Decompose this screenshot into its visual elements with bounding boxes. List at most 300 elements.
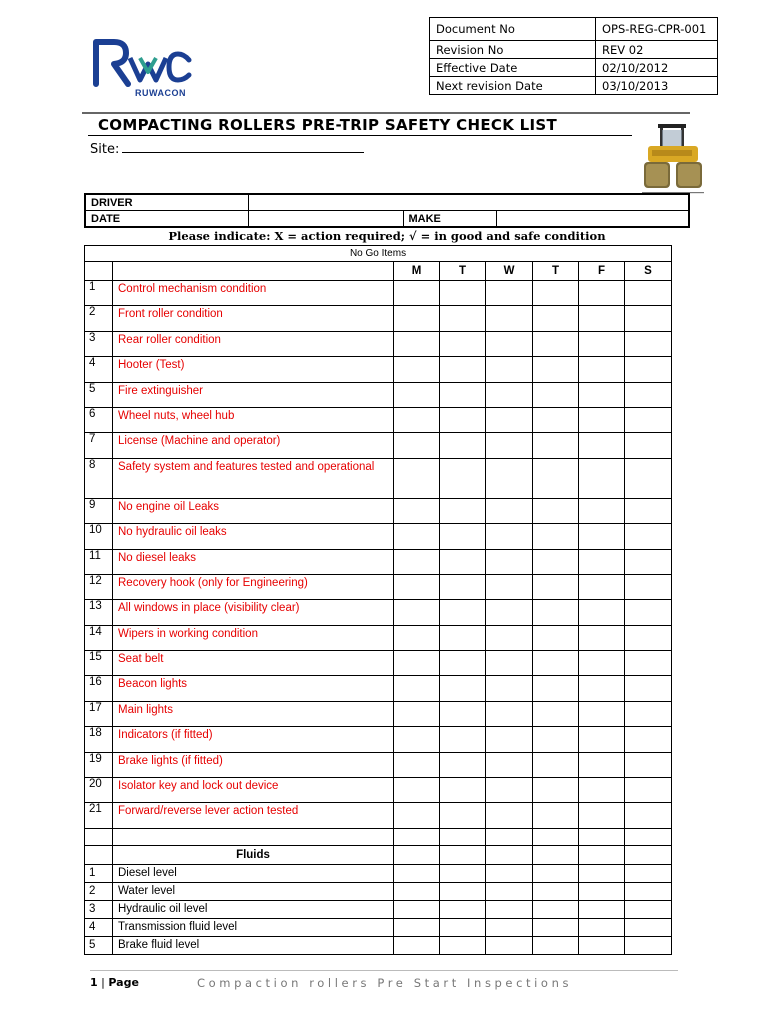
driver-field[interactable] <box>248 194 689 211</box>
fluid-number: 1 <box>85 864 113 882</box>
day-header: W <box>486 262 533 281</box>
day-check-cell[interactable] <box>440 651 486 676</box>
day-check-cell[interactable] <box>579 882 625 900</box>
day-check-cell[interactable] <box>440 524 486 549</box>
day-check-cell[interactable] <box>579 331 625 356</box>
day-check-cell[interactable] <box>486 498 533 523</box>
checklist-item-row <box>85 331 672 356</box>
day-check-cell[interactable] <box>486 676 533 701</box>
day-check-cell[interactable] <box>533 882 579 900</box>
day-check-cell[interactable] <box>533 727 579 752</box>
checklist-item-row <box>85 357 672 382</box>
item-number: 11 <box>85 549 113 574</box>
day-check-cell[interactable] <box>625 625 672 650</box>
item-number: 3 <box>85 331 113 356</box>
day-check-cell[interactable] <box>486 625 533 650</box>
day-header: F <box>579 262 625 281</box>
day-check-cell[interactable] <box>625 778 672 803</box>
fluid-item-row <box>85 900 672 918</box>
day-header: S <box>625 262 672 281</box>
fluid-text: Brake fluid level <box>113 936 394 954</box>
item-text: Hooter (Test) <box>113 357 394 382</box>
day-check-cell[interactable] <box>579 936 625 954</box>
day-check-cell[interactable] <box>579 845 625 864</box>
doc-info-value: 02/10/2012 <box>596 59 718 77</box>
day-check-cell[interactable] <box>486 900 533 918</box>
day-check-cell[interactable] <box>579 803 625 828</box>
day-check-cell[interactable] <box>440 828 486 845</box>
day-check-cell[interactable] <box>533 803 579 828</box>
day-check-cell[interactable] <box>440 701 486 726</box>
day-check-cell[interactable] <box>533 357 579 382</box>
day-check-cell[interactable] <box>486 433 533 458</box>
day-check-cell[interactable] <box>486 306 533 331</box>
day-check-cell[interactable] <box>625 331 672 356</box>
fluid-text: Diesel level <box>113 864 394 882</box>
day-check-cell[interactable] <box>486 727 533 752</box>
day-check-cell[interactable] <box>533 306 579 331</box>
item-text: Forward/reverse lever action tested <box>113 803 394 828</box>
day-check-cell[interactable] <box>533 864 579 882</box>
fluids-header: Fluids <box>113 845 394 864</box>
day-check-cell[interactable] <box>625 306 672 331</box>
checklist-item-row <box>85 524 672 549</box>
day-check-cell[interactable] <box>486 357 533 382</box>
fluids-num-header <box>85 845 113 864</box>
day-check-cell[interactable] <box>440 778 486 803</box>
day-check-cell[interactable] <box>625 407 672 432</box>
fluid-item-row <box>85 882 672 900</box>
item-number: 15 <box>85 651 113 676</box>
day-check-cell[interactable] <box>533 524 579 549</box>
item-number: 14 <box>85 625 113 650</box>
day-check-cell[interactable] <box>440 900 486 918</box>
day-check-cell[interactable] <box>533 918 579 936</box>
day-check-cell[interactable] <box>440 382 486 407</box>
day-check-cell[interactable] <box>533 281 579 306</box>
day-check-cell[interactable] <box>440 676 486 701</box>
title-underline <box>88 135 632 136</box>
day-header: M <box>394 262 440 281</box>
day-check-cell[interactable] <box>533 600 579 625</box>
checklist-item-row <box>85 625 672 650</box>
day-check-cell[interactable] <box>533 828 579 845</box>
item-text: Beacon lights <box>113 676 394 701</box>
checklist-item-row <box>85 701 672 726</box>
day-check-cell[interactable] <box>625 882 672 900</box>
item-text: No engine oil Leaks <box>113 498 394 523</box>
day-check-cell[interactable] <box>440 727 486 752</box>
day-check-cell[interactable] <box>579 549 625 574</box>
item-number: 21 <box>85 803 113 828</box>
item-number: 9 <box>85 498 113 523</box>
day-check-cell[interactable] <box>394 918 440 936</box>
day-check-cell[interactable] <box>486 882 533 900</box>
day-check-cell[interactable] <box>440 357 486 382</box>
item-number: 2 <box>85 306 113 331</box>
day-check-cell[interactable] <box>394 936 440 954</box>
day-check-cell[interactable] <box>625 845 672 864</box>
item-number: 20 <box>85 778 113 803</box>
day-check-cell[interactable] <box>394 600 440 625</box>
item-text: Brake lights (if fitted) <box>113 752 394 777</box>
document-info-table <box>429 17 718 95</box>
checklist-item-row <box>85 281 672 306</box>
item-number: 6 <box>85 407 113 432</box>
day-check-cell[interactable] <box>533 458 579 498</box>
day-check-cell[interactable] <box>625 600 672 625</box>
day-check-cell[interactable] <box>625 752 672 777</box>
day-check-cell[interactable] <box>533 331 579 356</box>
item-text: All windows in place (visibility clear) <box>113 600 394 625</box>
checklist-item-row <box>85 676 672 701</box>
day-check-cell[interactable] <box>533 574 579 599</box>
header-divider <box>82 112 690 114</box>
day-check-cell[interactable] <box>440 936 486 954</box>
day-check-cell[interactable] <box>533 498 579 523</box>
day-check-cell[interactable] <box>394 625 440 650</box>
day-check-cell[interactable] <box>486 458 533 498</box>
doc-info-row <box>430 41 718 59</box>
day-check-cell[interactable] <box>579 281 625 306</box>
footer-caption: Compaction rollers Pre Start Inspections <box>197 976 573 990</box>
day-check-cell[interactable] <box>394 357 440 382</box>
item-text: Recovery hook (only for Engineering) <box>113 574 394 599</box>
day-check-cell[interactable] <box>394 752 440 777</box>
day-check-cell[interactable] <box>533 676 579 701</box>
day-check-cell[interactable] <box>440 918 486 936</box>
day-check-cell[interactable] <box>440 331 486 356</box>
item-text: Wipers in working condition <box>113 625 394 650</box>
day-check-cell[interactable] <box>440 803 486 828</box>
day-check-cell[interactable] <box>625 651 672 676</box>
day-check-cell[interactable] <box>440 407 486 432</box>
day-check-cell[interactable] <box>486 281 533 306</box>
fluid-item-row <box>85 936 672 954</box>
day-check-cell[interactable] <box>440 600 486 625</box>
doc-info-row <box>430 59 718 77</box>
item-text: Front roller condition <box>113 306 394 331</box>
make-field[interactable] <box>496 211 689 228</box>
doc-info-value: OPS-REG-CPR-001 <box>596 18 718 41</box>
day-check-cell[interactable] <box>440 752 486 777</box>
checklist-item-row <box>85 727 672 752</box>
day-check-cell[interactable] <box>579 864 625 882</box>
day-check-cell[interactable] <box>486 701 533 726</box>
fluid-number: 2 <box>85 882 113 900</box>
checklist-item-row <box>85 306 672 331</box>
day-check-cell[interactable] <box>579 651 625 676</box>
day-check-cell[interactable] <box>486 752 533 777</box>
day-check-cell[interactable] <box>486 651 533 676</box>
day-check-cell[interactable] <box>440 281 486 306</box>
doc-info-label: Effective Date <box>430 59 596 77</box>
spacer-row <box>85 828 672 845</box>
day-check-cell[interactable] <box>625 574 672 599</box>
page-separator: | <box>101 976 105 989</box>
fluid-item-row <box>85 864 672 882</box>
item-number: 8 <box>85 458 113 498</box>
driver-label: DRIVER <box>85 194 248 211</box>
day-check-cell[interactable] <box>533 549 579 574</box>
num-header <box>85 262 113 281</box>
day-header: T <box>533 262 579 281</box>
day-check-cell[interactable] <box>625 936 672 954</box>
day-check-cell[interactable] <box>579 357 625 382</box>
day-check-cell[interactable] <box>625 281 672 306</box>
day-check-cell[interactable] <box>625 701 672 726</box>
day-check-cell[interactable] <box>440 845 486 864</box>
day-check-cell[interactable] <box>625 549 672 574</box>
item-number: 7 <box>85 433 113 458</box>
item-header <box>113 262 394 281</box>
day-check-cell[interactable] <box>579 382 625 407</box>
day-check-cell[interactable] <box>625 458 672 498</box>
day-check-cell[interactable] <box>579 306 625 331</box>
page-title: COMPACTING ROLLERS PRE-TRIP SAFETY CHECK LIST <box>98 116 558 134</box>
fluid-text: Water level <box>113 882 394 900</box>
day-check-cell[interactable] <box>440 574 486 599</box>
checklist-item-row <box>85 778 672 803</box>
fluid-number: 3 <box>85 900 113 918</box>
day-check-cell[interactable] <box>625 498 672 523</box>
no-go-header: No Go Items <box>85 246 672 262</box>
day-check-cell[interactable] <box>394 433 440 458</box>
checklist-item-row <box>85 498 672 523</box>
item-number: 4 <box>85 357 113 382</box>
day-check-cell[interactable] <box>394 306 440 331</box>
day-check-cell[interactable] <box>394 900 440 918</box>
day-check-cell[interactable] <box>533 433 579 458</box>
spacer-num-cell <box>85 828 113 845</box>
day-check-cell[interactable] <box>625 918 672 936</box>
no-go-header-row <box>85 246 672 262</box>
day-check-cell[interactable] <box>394 828 440 845</box>
day-check-cell[interactable] <box>533 625 579 650</box>
item-text: Control mechanism condition <box>113 281 394 306</box>
date-label: DATE <box>85 211 248 228</box>
roller-illustration <box>642 122 704 196</box>
page-footer <box>90 976 573 990</box>
day-check-cell[interactable] <box>440 549 486 574</box>
fluid-number: 5 <box>85 936 113 954</box>
company-name: RUWACON <box>135 88 186 98</box>
day-check-cell[interactable] <box>486 600 533 625</box>
day-check-cell[interactable] <box>533 900 579 918</box>
doc-info-label: Document No <box>430 18 596 41</box>
item-number: 18 <box>85 727 113 752</box>
day-check-cell[interactable] <box>625 864 672 882</box>
day-check-cell[interactable] <box>486 574 533 599</box>
item-number: 5 <box>85 382 113 407</box>
item-text: Fire extinguisher <box>113 382 394 407</box>
page-label: Page <box>108 976 139 989</box>
date-make-row <box>85 211 689 228</box>
fluid-item-row <box>85 918 672 936</box>
day-check-cell[interactable] <box>579 600 625 625</box>
day-check-cell[interactable] <box>394 882 440 900</box>
driver-date-table <box>84 193 690 228</box>
day-check-cell[interactable] <box>579 524 625 549</box>
day-check-cell[interactable] <box>394 864 440 882</box>
day-check-cell[interactable] <box>440 864 486 882</box>
day-check-cell[interactable] <box>579 752 625 777</box>
day-check-cell[interactable] <box>579 407 625 432</box>
day-check-cell[interactable] <box>394 701 440 726</box>
spacer-item-cell <box>113 828 394 845</box>
day-check-cell[interactable] <box>625 828 672 845</box>
day-check-cell[interactable] <box>533 651 579 676</box>
day-check-cell[interactable] <box>486 331 533 356</box>
day-check-cell[interactable] <box>625 524 672 549</box>
day-check-cell[interactable] <box>394 458 440 498</box>
day-check-cell[interactable] <box>579 458 625 498</box>
day-check-cell[interactable] <box>486 828 533 845</box>
fluid-text: Transmission fluid level <box>113 918 394 936</box>
day-check-cell[interactable] <box>394 676 440 701</box>
item-text: License (Machine and operator) <box>113 433 394 458</box>
day-check-cell[interactable] <box>533 701 579 726</box>
day-check-cell[interactable] <box>394 281 440 306</box>
checklist-item-row <box>85 574 672 599</box>
item-text: Wheel nuts, wheel hub <box>113 407 394 432</box>
footer-divider <box>90 970 678 971</box>
day-check-cell[interactable] <box>486 936 533 954</box>
day-check-cell[interactable] <box>625 900 672 918</box>
driver-row <box>85 194 689 211</box>
day-check-cell[interactable] <box>579 828 625 845</box>
item-text: Indicators (if fitted) <box>113 727 394 752</box>
day-check-cell[interactable] <box>440 882 486 900</box>
fluids-header-row <box>85 845 672 864</box>
day-check-cell[interactable] <box>579 625 625 650</box>
day-check-cell[interactable] <box>394 803 440 828</box>
item-number: 1 <box>85 281 113 306</box>
day-check-cell[interactable] <box>579 778 625 803</box>
checklist-item-row <box>85 651 672 676</box>
day-check-cell[interactable] <box>394 845 440 864</box>
item-number: 12 <box>85 574 113 599</box>
checklist-item-row <box>85 600 672 625</box>
day-check-cell[interactable] <box>533 778 579 803</box>
day-check-cell[interactable] <box>394 498 440 523</box>
compacting-roller-image <box>642 122 704 196</box>
day-check-cell[interactable] <box>486 918 533 936</box>
day-check-cell[interactable] <box>394 382 440 407</box>
day-check-cell[interactable] <box>486 524 533 549</box>
day-check-cell[interactable] <box>625 357 672 382</box>
day-check-cell[interactable] <box>394 549 440 574</box>
item-text: Isolator key and lock out device <box>113 778 394 803</box>
day-check-cell[interactable] <box>625 433 672 458</box>
item-number: 17 <box>85 701 113 726</box>
checklist-item-row <box>85 433 672 458</box>
day-check-cell[interactable] <box>394 331 440 356</box>
checklist-item-row <box>85 752 672 777</box>
day-check-cell[interactable] <box>440 625 486 650</box>
day-check-cell[interactable] <box>486 864 533 882</box>
doc-info-label: Next revision Date <box>430 77 596 95</box>
day-check-cell[interactable] <box>579 433 625 458</box>
site-label: Site: <box>90 142 120 157</box>
checklist-item-row <box>85 803 672 828</box>
item-text: No hydraulic oil leaks <box>113 524 394 549</box>
day-check-cell[interactable] <box>440 306 486 331</box>
day-check-cell[interactable] <box>579 900 625 918</box>
site-input-line[interactable] <box>122 140 364 153</box>
item-number: 16 <box>85 676 113 701</box>
day-check-cell[interactable] <box>486 803 533 828</box>
day-check-cell[interactable] <box>579 676 625 701</box>
days-header-row <box>85 262 672 281</box>
day-check-cell[interactable] <box>625 676 672 701</box>
day-check-cell[interactable] <box>579 498 625 523</box>
day-check-cell[interactable] <box>486 778 533 803</box>
doc-info-value: 03/10/2013 <box>596 77 718 95</box>
day-check-cell[interactable] <box>440 458 486 498</box>
day-check-cell[interactable] <box>533 752 579 777</box>
day-check-cell[interactable] <box>394 727 440 752</box>
doc-info-row <box>430 77 718 95</box>
doc-info-value: REV 02 <box>596 41 718 59</box>
item-text: Rear roller condition <box>113 331 394 356</box>
day-check-cell[interactable] <box>486 845 533 864</box>
item-text: Seat belt <box>113 651 394 676</box>
day-check-cell[interactable] <box>625 382 672 407</box>
day-check-cell[interactable] <box>533 382 579 407</box>
day-header: T <box>440 262 486 281</box>
fluid-text: Hydraulic oil level <box>113 900 394 918</box>
day-check-cell[interactable] <box>533 407 579 432</box>
day-check-cell[interactable] <box>394 574 440 599</box>
day-check-cell[interactable] <box>579 701 625 726</box>
item-text: Main lights <box>113 701 394 726</box>
day-check-cell[interactable] <box>486 407 533 432</box>
day-check-cell[interactable] <box>486 382 533 407</box>
checklist-item-row <box>85 549 672 574</box>
instructions: Please indicate: X = action required; √ = in good and safe condition <box>168 229 606 243</box>
make-label: MAKE <box>403 211 496 228</box>
day-check-cell[interactable] <box>394 524 440 549</box>
day-check-cell[interactable] <box>579 574 625 599</box>
doc-info-label: Revision No <box>430 41 596 59</box>
day-check-cell[interactable] <box>579 918 625 936</box>
day-check-cell[interactable] <box>394 778 440 803</box>
item-text: Safety system and features tested and operational <box>113 458 394 498</box>
rwc-logo-mark <box>92 36 192 88</box>
checklist-item-row <box>85 407 672 432</box>
day-check-cell[interactable] <box>394 651 440 676</box>
item-text: No diesel leaks <box>113 549 394 574</box>
checklist-item-row <box>85 458 672 498</box>
item-number: 19 <box>85 752 113 777</box>
date-field[interactable] <box>248 211 403 228</box>
day-check-cell[interactable] <box>440 498 486 523</box>
day-check-cell[interactable] <box>533 936 579 954</box>
day-check-cell[interactable] <box>394 407 440 432</box>
day-check-cell[interactable] <box>486 549 533 574</box>
doc-info-row <box>430 18 718 41</box>
day-check-cell[interactable] <box>440 433 486 458</box>
day-check-cell[interactable] <box>625 727 672 752</box>
page-number: 1 <box>90 976 98 989</box>
checklist-table <box>84 245 672 955</box>
day-check-cell[interactable] <box>625 803 672 828</box>
item-number: 10 <box>85 524 113 549</box>
site-field <box>90 140 364 157</box>
day-check-cell[interactable] <box>579 727 625 752</box>
day-check-cell[interactable] <box>533 845 579 864</box>
